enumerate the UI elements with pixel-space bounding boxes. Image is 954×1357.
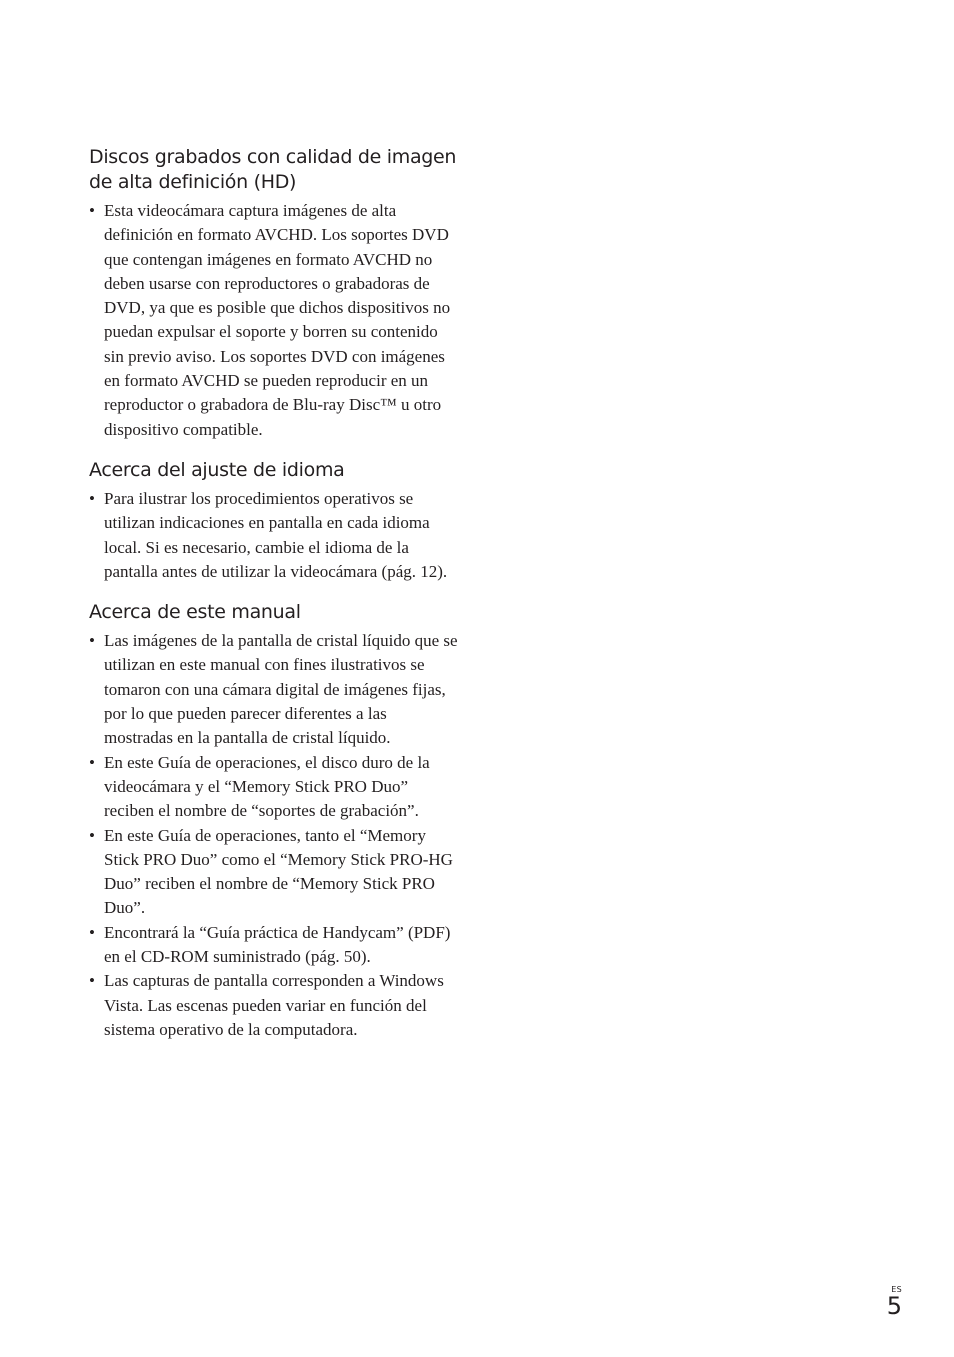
list-item-text: En este Guía de operaciones, tanto el “Memory Stick PRO Duo” como el “Memory Stick PRO-HG Duo” reciben el nombre de “Memory Stick PRO Duo”. [104, 825, 453, 918]
list-item-text: Encontrará la “Guía práctica de Handycam” (PDF) en el CD-ROM suministrado (pág. 50). [104, 922, 451, 967]
list-item [89, 629, 459, 750]
bullet-icon: • [89, 201, 95, 220]
list-item-text: En este Guía de operaciones, el disco duro de la videocámara y el “Memory Stick PRO Duo” reciben el nombre de “soportes de grabación”. [104, 752, 430, 821]
language-code: ES [891, 1285, 902, 1294]
page-footer [887, 1285, 902, 1318]
section-title [89, 600, 469, 625]
section-manual [89, 600, 469, 1042]
bullet-icon: • [89, 752, 95, 772]
list-item-text: Para ilustrar los procedimientos operativos se utilizan indicaciones en pantalla en cada idioma local. Si es necesario, cambie el idioma de la pantalla antes de utilizar la videocámara (pág. 12). [104, 488, 448, 581]
list-item [89, 969, 459, 1042]
section-hd-discs [89, 145, 469, 442]
list-item [89, 921, 459, 970]
bullet-icon: • [89, 825, 95, 845]
bullet-icon: • [89, 971, 95, 991]
list-item [89, 751, 459, 824]
list-item-text: Esta videocámara captura imágenes de alta definición en formato AVCHD. Los soportes DVD que contengan imágenes en formato AVCHD no deben usarse con reproductores o grabadoras de DVD, ya que es posible que dichos dispositivos no puedan expulsar el soporte y borren su contenido sin previo aviso. Los soportes DVD con imágenes en formato AVCHD se pueden reproducir en un reproductor o grabadora de Blu-ray Disc™ u otro dispositivo compatible. [104, 201, 451, 439]
section-title-line-1: Acerca del ajuste de idioma [89, 458, 345, 481]
bullet-list [89, 199, 469, 442]
list-item [89, 824, 459, 921]
page-number: 5 [886, 1292, 902, 1320]
section-title-line-1: Discos grabados con calidad de imagen [89, 146, 457, 168]
list-item-text: Las capturas de pantalla corresponden a Windows Vista. Las escenas pueden variar en función del sistema operativo de la computadora. [104, 971, 444, 1039]
list-item [89, 199, 459, 442]
list-item-text: Las imágenes de la pantalla de cristal líquido que se utilizan en este manual con fines ilustrativos se tomaron con una cámara digital de imágenes fijas, por lo que pueden parecer diferentes a las mostradas en la pantalla de cristal líquido. [104, 631, 458, 748]
bullet-list [89, 487, 469, 584]
list-item [89, 487, 459, 584]
section-language [89, 458, 469, 584]
bullet-icon: • [89, 631, 95, 651]
section-title [89, 145, 469, 195]
bullet-icon: • [89, 922, 95, 942]
section-title [89, 458, 469, 483]
section-title-line-2: de alta definición (HD) [89, 171, 297, 193]
bullet-icon: • [89, 488, 95, 508]
bullet-list [89, 629, 469, 1042]
section-title-line-1: Acerca de este manual [89, 601, 301, 624]
page-content [89, 145, 469, 1042]
